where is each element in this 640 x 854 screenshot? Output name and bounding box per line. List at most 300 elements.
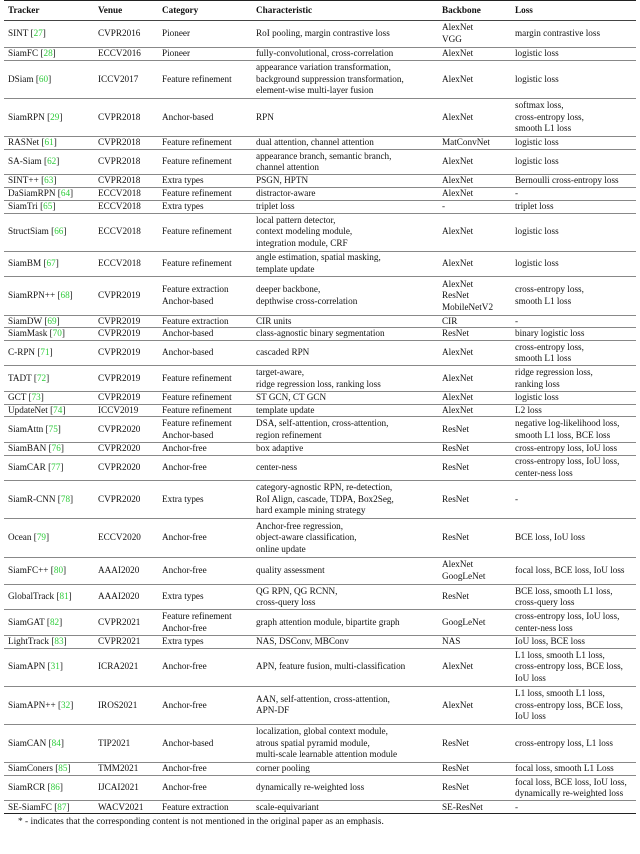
cell-venue: CVPR2018 xyxy=(94,175,158,188)
cell-tracker: SiamRCR [86] xyxy=(4,776,94,801)
citation-link[interactable]: 29 xyxy=(50,111,60,122)
table-row xyxy=(4,648,636,686)
cell-category xyxy=(158,366,252,391)
cell-backbone-line: AlexNet xyxy=(442,73,474,84)
tracker-name: GCT xyxy=(8,391,27,402)
cell-category-line: Anchor-free xyxy=(162,622,207,633)
cell-characteristic-line: context modeling module, xyxy=(256,226,353,237)
cell-loss-line: cross-entropy loss, xyxy=(515,111,584,122)
tracker-name: SiamDW xyxy=(8,315,43,326)
cell-backbone-line: ResNet xyxy=(442,591,470,602)
cell-backbone xyxy=(438,48,511,61)
cell-characteristic-line: APN-DF xyxy=(256,705,290,716)
cell-characteristic-line: template update xyxy=(256,264,315,275)
cell-backbone xyxy=(438,519,511,557)
cell-loss xyxy=(511,557,636,584)
cell-characteristic xyxy=(252,610,438,635)
cell-loss xyxy=(511,137,636,150)
cell-category xyxy=(158,200,252,213)
tracker-name: RASNet xyxy=(8,137,40,148)
cell-characteristic-line: depthwise cross-correlation xyxy=(256,295,358,306)
cell-venue: TIP2021 xyxy=(94,725,158,763)
cell-category xyxy=(158,404,252,417)
cell-characteristic xyxy=(252,328,438,341)
cell-loss-line: logistic loss xyxy=(515,226,559,237)
cell-loss-line: BCE loss, IoU loss xyxy=(515,532,585,543)
cell-characteristic-line: PSGN, HPTN xyxy=(256,175,309,186)
cell-loss xyxy=(511,200,636,213)
cell-loss-line: triplet loss xyxy=(515,200,554,211)
cell-characteristic-line: element-wise multi-layer fusion xyxy=(256,85,374,96)
cell-characteristic xyxy=(252,648,438,686)
tracker-name: GlobalTrack xyxy=(8,591,55,602)
cell-loss xyxy=(511,725,636,763)
cell-venue: WACV2021 xyxy=(94,801,158,814)
cell-characteristic xyxy=(252,686,438,724)
cell-characteristic xyxy=(252,801,438,814)
cell-characteristic-line: box adaptive xyxy=(256,442,304,453)
cell-backbone xyxy=(438,20,511,47)
cell-backbone xyxy=(438,801,511,814)
table-row xyxy=(4,417,636,442)
cell-characteristic-line: Anchor-free regression, xyxy=(256,520,344,531)
citation-link[interactable]: 83 xyxy=(54,635,64,646)
cell-loss-line: IoU loss xyxy=(515,711,546,722)
cell-characteristic xyxy=(252,175,438,188)
citation-link[interactable]: 60 xyxy=(38,73,49,84)
cell-backbone-line: MatConvNet xyxy=(442,137,490,148)
table-row xyxy=(4,584,636,609)
cell-category xyxy=(158,686,252,724)
cell-loss-line: focal loss, BCE loss, IoU loss xyxy=(515,564,625,575)
citation-link[interactable]: 79 xyxy=(36,532,47,543)
cell-loss xyxy=(511,188,636,201)
cell-backbone xyxy=(438,175,511,188)
citation-link[interactable]: 64 xyxy=(60,188,71,199)
cell-characteristic xyxy=(252,315,438,328)
tracker-name: LightTrack xyxy=(8,635,50,646)
cell-loss xyxy=(511,417,636,442)
cell-venue: CVPR2020 xyxy=(94,481,158,519)
cell-category-line: Pioneer xyxy=(162,28,191,39)
cell-characteristic xyxy=(252,20,438,47)
cell-loss-line: IoU loss xyxy=(515,673,546,684)
cell-backbone xyxy=(438,557,511,584)
table-row xyxy=(4,277,636,315)
table-row xyxy=(4,48,636,61)
cell-characteristic xyxy=(252,725,438,763)
cell-category xyxy=(158,481,252,519)
cell-backbone xyxy=(438,686,511,724)
citation-link[interactable]: 76 xyxy=(51,442,61,453)
cell-venue: CVPR2016 xyxy=(94,20,158,47)
cell-backbone-line: AlexNet xyxy=(442,48,474,59)
cell-tracker: SiamAPN [31] xyxy=(4,648,94,686)
tracker-name: SiamFC++ xyxy=(8,564,49,575)
cell-loss xyxy=(511,149,636,174)
cell-backbone-line: GoogLeNet xyxy=(442,570,486,581)
tracker-name: UpdateNet xyxy=(8,404,48,415)
tracker-name: StructSiam xyxy=(8,226,49,237)
citation-link[interactable]: 86 xyxy=(50,782,60,793)
cell-category xyxy=(158,776,252,801)
cell-tracker: SINT [27] xyxy=(4,20,94,47)
cell-characteristic xyxy=(252,391,438,404)
cell-category xyxy=(158,519,252,557)
cell-characteristic-line: target-aware, xyxy=(256,367,305,378)
cell-category xyxy=(158,455,252,480)
citation-link[interactable]: 85 xyxy=(58,763,68,774)
cell-characteristic xyxy=(252,60,438,98)
cell-backbone-line: AlexNet xyxy=(442,278,474,289)
citation-link[interactable]: 82 xyxy=(49,616,60,627)
header-tracker: Tracker xyxy=(4,1,94,21)
cell-characteristic-line: channel attention xyxy=(256,162,320,173)
citation-link[interactable]: 77 xyxy=(51,462,61,473)
cell-backbone-line: ResNet xyxy=(442,782,470,793)
tracker-name: SINT++ xyxy=(8,175,39,186)
cell-backbone xyxy=(438,635,511,648)
tracker-name: SiamBM xyxy=(8,258,42,269)
cell-loss xyxy=(511,277,636,315)
cell-backbone-line: ResNet xyxy=(442,423,470,434)
cell-characteristic-line: RPN xyxy=(256,111,274,122)
cell-characteristic-line: DSA, self-attention, cross-attention, xyxy=(256,418,389,429)
cell-tracker: SiamAPN++ [32] xyxy=(4,686,94,724)
cell-venue: CVPR2021 xyxy=(94,610,158,635)
cell-loss xyxy=(511,801,636,814)
cell-characteristic-line: triplet loss xyxy=(256,200,295,211)
cell-tracker: GCT [73] xyxy=(4,391,94,404)
cell-backbone xyxy=(438,328,511,341)
cell-tracker: SiamRPN++ [68] xyxy=(4,277,94,315)
cell-category-line: Feature extraction xyxy=(162,284,229,295)
tracker-name: SE-SiamFC xyxy=(8,801,52,812)
cell-loss-line: smooth L1 loss, BCE loss xyxy=(515,429,611,440)
citation-link[interactable]: 61 xyxy=(44,137,54,148)
cell-category xyxy=(158,442,252,455)
table-row xyxy=(4,686,636,724)
cell-loss xyxy=(511,340,636,365)
cell-venue: ECCV2018 xyxy=(94,213,158,251)
cell-category xyxy=(158,175,252,188)
cell-loss-line: smooth L1 loss xyxy=(515,123,572,134)
cell-loss-line: cross-entropy loss, L1 loss xyxy=(515,737,613,748)
citation-link[interactable]: 80 xyxy=(53,564,64,575)
cell-backbone-line: AlexNet xyxy=(442,391,474,402)
cell-category-line: Extra types xyxy=(162,493,204,504)
cell-loss xyxy=(511,455,636,480)
cell-characteristic xyxy=(252,98,438,136)
table-row xyxy=(4,200,636,213)
cell-characteristic-line: background suppression transformation, xyxy=(256,73,404,84)
cell-loss xyxy=(511,20,636,47)
table-row xyxy=(4,340,636,365)
table-row xyxy=(4,213,636,251)
cell-loss xyxy=(511,584,636,609)
cell-loss xyxy=(511,610,636,635)
cell-category-line: Anchor-free xyxy=(162,462,207,473)
cell-characteristic-line: dual attention, channel attention xyxy=(256,137,374,148)
cell-loss-line: dynamically re-weighted loss xyxy=(515,788,624,799)
tracker-name: TADT xyxy=(8,372,32,383)
cell-tracker: DaSiamRPN [64] xyxy=(4,188,94,201)
cell-characteristic-line: AAN, self-attention, cross-attention, xyxy=(256,693,390,704)
header-characteristic: Characteristic xyxy=(252,1,438,21)
table-row xyxy=(4,725,636,763)
cell-loss xyxy=(511,98,636,136)
cell-backbone-line: AlexNet xyxy=(442,559,474,570)
cell-loss xyxy=(511,48,636,61)
cell-loss xyxy=(511,175,636,188)
cell-loss-line: BCE loss, smooth L1 loss, xyxy=(515,585,613,596)
cell-characteristic-line: localization, global context module, xyxy=(256,726,388,737)
table-row xyxy=(4,610,636,635)
cell-category-line: Pioneer xyxy=(162,48,191,59)
cell-backbone-line: AlexNet xyxy=(442,404,474,415)
cell-loss-line: smooth L1 loss xyxy=(515,295,572,306)
citation-link[interactable]: 78 xyxy=(60,493,71,504)
cell-backbone xyxy=(438,584,511,609)
cell-venue: CVPR2018 xyxy=(94,98,158,136)
cell-category xyxy=(158,340,252,365)
cell-characteristic xyxy=(252,776,438,801)
table-row xyxy=(4,442,636,455)
cell-characteristic-line: CIR units xyxy=(256,315,292,326)
citation-link[interactable]: 72 xyxy=(36,372,47,383)
cell-tracker: DSiam [60] xyxy=(4,60,94,98)
cell-backbone xyxy=(438,188,511,201)
citation-link[interactable]: 81 xyxy=(59,591,69,602)
cell-category xyxy=(158,610,252,635)
cell-characteristic-line: online update xyxy=(256,543,306,554)
cell-category xyxy=(158,635,252,648)
cell-backbone xyxy=(438,251,511,276)
citation-link[interactable]: 73 xyxy=(31,391,41,402)
cell-backbone-line: AlexNet xyxy=(442,188,474,199)
cell-category xyxy=(158,98,252,136)
cell-tracker: C-RPN [71] xyxy=(4,340,94,365)
cell-characteristic xyxy=(252,763,438,776)
table-row xyxy=(4,404,636,417)
cell-loss xyxy=(511,251,636,276)
cell-category-line: Anchor-free xyxy=(162,564,207,575)
cell-loss-line: margin contrastive loss xyxy=(515,28,601,39)
citation-link[interactable]: 67 xyxy=(46,258,56,269)
cell-characteristic-line: NAS, DSConv, MBConv xyxy=(256,635,349,646)
cell-category xyxy=(158,648,252,686)
cell-category-line: Feature refinement xyxy=(162,611,232,622)
citation-link[interactable]: 70 xyxy=(52,328,62,339)
cell-category xyxy=(158,20,252,47)
cell-characteristic-line: RoI Align, cascade, TDPA, Box2Seg, xyxy=(256,493,394,504)
cell-backbone xyxy=(438,442,511,455)
cell-backbone-line: AlexNet xyxy=(442,175,474,186)
cell-venue: CVPR2018 xyxy=(94,149,158,174)
cell-category xyxy=(158,188,252,201)
citation-link[interactable]: 84 xyxy=(51,737,61,748)
cell-tracker: Ocean [79] xyxy=(4,519,94,557)
cell-venue: ECCV2018 xyxy=(94,188,158,201)
cell-loss xyxy=(511,328,636,341)
tracker-name: Ocean xyxy=(8,532,32,543)
cell-loss-line: - xyxy=(515,801,519,812)
cell-characteristic-line: appearance branch, semantic branch, xyxy=(256,150,392,161)
citation-link[interactable]: 75 xyxy=(48,423,58,434)
cell-characteristic-line: graph attention module, bipartite graph xyxy=(256,616,400,627)
cell-characteristic-line: ridge regression loss, ranking loss xyxy=(256,378,381,389)
cell-loss-line: Bernoulli cross-entropy loss xyxy=(515,175,619,186)
cell-category xyxy=(158,417,252,442)
cell-characteristic xyxy=(252,584,438,609)
cell-backbone-line: AlexNet xyxy=(442,372,474,383)
tracker-name: SiamConers xyxy=(8,763,53,774)
citation-link[interactable]: 68 xyxy=(60,290,70,301)
citation-link[interactable]: 65 xyxy=(43,200,53,211)
citation-link[interactable]: 63 xyxy=(44,175,54,186)
tracker-name: C-RPN xyxy=(8,347,36,358)
cell-venue: AAAI2020 xyxy=(94,584,158,609)
citation-link[interactable]: 27 xyxy=(33,28,43,39)
cell-category-line: Anchor-free xyxy=(162,763,207,774)
cell-tracker: UpdateNet [74] xyxy=(4,404,94,417)
cell-characteristic xyxy=(252,417,438,442)
cell-category-line: Extra types xyxy=(162,591,204,602)
cell-category-line: Feature refinement xyxy=(162,391,232,402)
table-footnote: * - indicates that the corresponding content is not mentioned in the original paper as an emphasis. xyxy=(18,817,384,828)
cell-backbone-line: AlexNet xyxy=(442,22,474,33)
cell-venue: CVPR2019 xyxy=(94,391,158,404)
citation-link[interactable]: 87 xyxy=(57,801,67,812)
cell-tracker: SiamFC [28] xyxy=(4,48,94,61)
cell-loss-line: logistic loss xyxy=(515,156,559,167)
cell-venue: ICCV2019 xyxy=(94,404,158,417)
cell-backbone-line: CIR xyxy=(442,315,458,326)
cell-backbone-line: ResNet xyxy=(442,532,470,543)
cell-venue: CVPR2019 xyxy=(94,315,158,328)
tracker-name: DSiam xyxy=(8,73,34,84)
cell-backbone-line: GoogLeNet xyxy=(442,616,486,627)
citation-link[interactable]: 62 xyxy=(47,156,57,167)
cell-characteristic xyxy=(252,277,438,315)
cell-tracker: SiamMask [70] xyxy=(4,328,94,341)
citation-link[interactable]: 74 xyxy=(53,404,63,415)
cell-backbone-line: ResNet xyxy=(442,493,470,504)
table-row xyxy=(4,635,636,648)
cell-characteristic xyxy=(252,188,438,201)
table-row xyxy=(4,98,636,136)
citation-link[interactable]: 71 xyxy=(40,347,50,358)
cell-loss xyxy=(511,763,636,776)
citation-link[interactable]: 31 xyxy=(50,661,60,672)
cell-loss-line: focal loss, BCE loss, IoU loss, xyxy=(515,776,627,787)
cell-characteristic xyxy=(252,635,438,648)
cell-backbone xyxy=(438,137,511,150)
cell-backbone-line: SE-ResNet xyxy=(442,801,483,812)
paper-table-container xyxy=(4,0,636,827)
tracker-name: SiamFC xyxy=(8,48,39,59)
cell-backbone-line: AlexNet xyxy=(442,258,474,269)
table-row xyxy=(4,251,636,276)
citation-link[interactable]: 66 xyxy=(54,226,64,237)
tracker-name: SA-Siam xyxy=(8,156,42,167)
citation-link[interactable]: 32 xyxy=(61,699,71,710)
cell-category-line: Feature refinement xyxy=(162,226,232,237)
cell-loss-line: logistic loss xyxy=(515,137,559,148)
cell-characteristic-line: region refinement xyxy=(256,429,322,440)
cell-characteristic-line: scale-equivariant xyxy=(256,801,319,812)
cell-characteristic-line: class-agnostic binary segmentation xyxy=(256,328,385,339)
cell-category xyxy=(158,277,252,315)
cell-characteristic-line: appearance variation transformation, xyxy=(256,61,391,72)
cell-category-line: Extra types xyxy=(162,200,204,211)
cell-category-line: Feature extraction xyxy=(162,315,229,326)
cell-venue: ECCV2020 xyxy=(94,519,158,557)
cell-category-line: Anchor-based xyxy=(162,347,214,358)
cell-characteristic-line: RoI pooling, margin contrastive loss xyxy=(256,28,390,39)
cell-backbone-line: AlexNet xyxy=(442,226,474,237)
cell-loss-line: L2 loss xyxy=(515,404,542,415)
cell-characteristic-line: APN, feature fusion, multi-classification xyxy=(256,661,406,672)
cell-category xyxy=(158,391,252,404)
cell-backbone xyxy=(438,200,511,213)
cell-backbone-line: ResNet xyxy=(442,442,470,453)
tracker-name: SiamCAR xyxy=(8,462,46,473)
tracker-name: SiamMask xyxy=(8,328,48,339)
cell-loss xyxy=(511,635,636,648)
cell-tracker: SE-SiamFC [87] xyxy=(4,801,94,814)
cell-characteristic-line: center-ness xyxy=(256,462,298,473)
cell-backbone-line: ResNet xyxy=(442,737,470,748)
cell-loss-line: softmax loss, xyxy=(515,100,564,111)
cell-loss xyxy=(511,391,636,404)
cell-characteristic xyxy=(252,519,438,557)
citation-link[interactable]: 28 xyxy=(43,48,53,59)
cell-venue: CVPR2019 xyxy=(94,328,158,341)
cell-tracker: SiamCAR [77] xyxy=(4,455,94,480)
cell-loss xyxy=(511,442,636,455)
tracker-name: SiamR-CNN xyxy=(8,493,56,504)
cell-tracker: SiamAttn [75] xyxy=(4,417,94,442)
table-header-row xyxy=(4,1,636,21)
header-category: Category xyxy=(158,1,252,21)
cell-tracker: GlobalTrack [81] xyxy=(4,584,94,609)
cell-category-line: Anchor-free xyxy=(162,442,207,453)
cell-tracker: StructSiam [66] xyxy=(4,213,94,251)
tracker-name: SiamAPN xyxy=(8,661,46,672)
cell-loss-line: - xyxy=(515,493,519,504)
cell-characteristic xyxy=(252,213,438,251)
cell-tracker: SiamCAN [84] xyxy=(4,725,94,763)
cell-loss-line: center-ness loss xyxy=(515,622,573,633)
cell-characteristic xyxy=(252,481,438,519)
table-row xyxy=(4,776,636,801)
cell-venue: ECCV2018 xyxy=(94,200,158,213)
table-row xyxy=(4,557,636,584)
cell-backbone-line: AlexNet xyxy=(442,111,474,122)
cell-loss-line: ranking loss xyxy=(515,378,560,389)
cell-loss-line: binary logistic loss xyxy=(515,328,585,339)
table-row xyxy=(4,149,636,174)
cell-tracker: SiamBAN [76] xyxy=(4,442,94,455)
cell-backbone-line: AlexNet xyxy=(442,156,474,167)
citation-link[interactable]: 69 xyxy=(47,315,57,326)
cell-backbone-line: ResNet xyxy=(442,290,470,301)
cell-backbone xyxy=(438,610,511,635)
cell-backbone xyxy=(438,417,511,442)
cell-category-line: Extra types xyxy=(162,175,204,186)
cell-category-line: Feature refinement xyxy=(162,137,232,148)
